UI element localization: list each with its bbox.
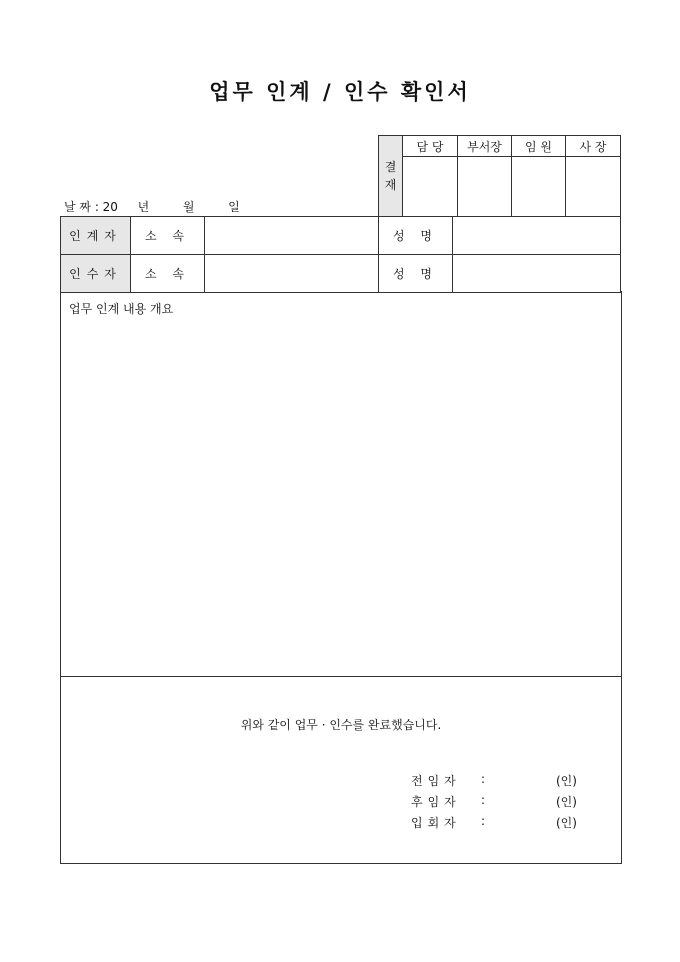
name-label: 성 명 bbox=[379, 217, 453, 255]
approval-sign-manager[interactable] bbox=[458, 157, 512, 217]
approval-label: 결 재 bbox=[379, 136, 403, 217]
summary-label: 업무 인계 내용 개요 bbox=[69, 302, 174, 316]
seal-mark: (인) bbox=[556, 816, 577, 830]
dept-field-takeover[interactable] bbox=[205, 255, 379, 293]
signer-colon: : bbox=[481, 814, 486, 828]
approval-header-staff: 담 당 bbox=[403, 136, 458, 157]
approval-header-executive: 임 원 bbox=[512, 136, 566, 157]
confirm-text: 위와 같이 업무 · 인수를 완료했습니다. bbox=[240, 718, 442, 732]
approval-header-president: 사 장 bbox=[566, 136, 621, 157]
approval-table bbox=[378, 135, 621, 217]
role-label-handover: 인계자 bbox=[61, 217, 131, 255]
name-field-takeover[interactable] bbox=[453, 255, 621, 293]
date-year: 년 bbox=[137, 200, 150, 214]
dept-field-handover[interactable] bbox=[205, 217, 379, 255]
name-field-handover[interactable] bbox=[453, 217, 621, 255]
dept-label: 소 속 bbox=[131, 255, 205, 293]
date-day: 일 bbox=[228, 200, 240, 214]
takeover-row bbox=[61, 255, 621, 293]
approval-sign-staff[interactable] bbox=[403, 157, 458, 217]
name-label: 성 명 bbox=[379, 255, 453, 293]
signer-colon: : bbox=[481, 793, 486, 807]
seal-mark: (인) bbox=[556, 795, 577, 809]
signer-colon: : bbox=[481, 772, 486, 786]
section-divider bbox=[61, 676, 621, 677]
handover-info-table bbox=[60, 216, 621, 293]
signer-role: 후임자 bbox=[411, 795, 461, 809]
date-month: 월 bbox=[182, 200, 195, 214]
dept-label: 소 속 bbox=[131, 217, 205, 255]
signer-role: 전임자 bbox=[411, 774, 461, 788]
seal-mark: (인) bbox=[556, 774, 577, 788]
date-label: 날 짜 : 20 bbox=[64, 200, 118, 214]
approval-header-manager: 부서장 bbox=[458, 136, 512, 157]
date-row bbox=[64, 198, 240, 215]
handover-content-box bbox=[60, 291, 622, 864]
signer-role: 입회자 bbox=[411, 816, 461, 830]
approval-sign-president[interactable] bbox=[566, 157, 621, 217]
document-title: 업무 인계 / 인수 확인서 bbox=[209, 79, 471, 104]
handover-row bbox=[61, 217, 621, 255]
role-label-takeover: 인수자 bbox=[61, 255, 131, 293]
approval-sign-executive[interactable] bbox=[512, 157, 566, 217]
